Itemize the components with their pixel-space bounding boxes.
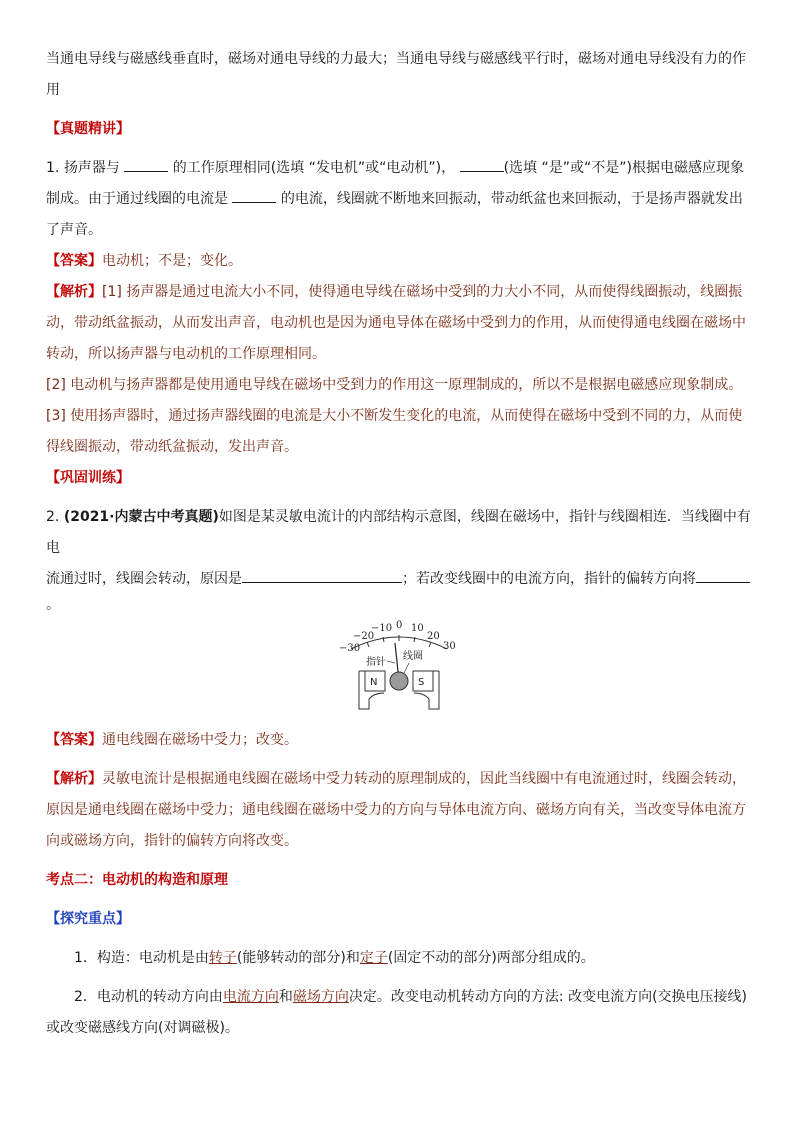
point-1 (46, 943, 751, 974)
answer-blank (232, 186, 276, 203)
galvanometer-diagram (329, 619, 469, 719)
question-1-line-2 (46, 184, 751, 215)
answer-blank (460, 155, 504, 172)
galvanometer-figure (46, 619, 751, 719)
question-text: (选填 “是”或“不是”)根据电磁感应现象 (503, 160, 744, 176)
question-text: ；若改变线圈中的电流方向，指针的偏转方向将 (402, 571, 696, 587)
question-text: 流通过时，线圈会转动，原因是 (46, 571, 242, 587)
analysis-1-line-4: [2] 电动机与扬声器都是使用通电导线在磁场中受到力的作用这一原理制成的，所以不是根据电磁感应现象制成。 (46, 377, 743, 393)
question-text: 制成。由于通过线圈的电流是 (46, 191, 228, 207)
scale-tick-label: −30 (338, 643, 360, 654)
analysis-1-line-6: 得线圈振动，带动纸盆振动，发出声音。 (46, 439, 298, 455)
underlined-term-stator: 定子 (359, 950, 388, 966)
point-number: 1． (74, 950, 97, 966)
document-page (46, 44, 751, 1044)
point-text: 电动机的转动方向由 (96, 989, 223, 1005)
point-text: 决定。改变电动机转动方向的方法: 改变电流方向(交换电压接线) (348, 989, 748, 1005)
answer-blank (242, 566, 402, 583)
analysis-1-line-5: [3] 使用扬声器时，通过扬声器线圈的电流是大小不断发生变化的电流，从而使得在磁场中受到不同的力，从而使 (46, 408, 743, 424)
question-source: (2021·内蒙古中考真题) (63, 509, 219, 525)
intro-line-2: 用 (46, 82, 60, 98)
question-number: 1. (46, 160, 60, 176)
underlined-term-field-direction: 磁场方向 (292, 989, 349, 1005)
answer-blank (124, 155, 168, 172)
answer-blank (696, 566, 750, 583)
scale-tick-label: −10 (370, 623, 392, 634)
question-text: 如图是某灵敏电流计的内部结构示意图，线圈在磁场中，指针与线圈相连．当线圈中有电 (46, 509, 751, 556)
question-text: 的电流，线圈就不断地来回振动，带动纸盆也来回振动，于是扬声器就发出 (280, 191, 743, 207)
analysis-text: 灵敏电流计是根据通电线圈在磁场中受力转动的原理制成的，因此当线圈中有电流通过时，线圈会转动， (102, 771, 746, 787)
point-2-line-1 (46, 982, 751, 1013)
kaodian-heading: 考点二：电动机的构造和原理 (46, 872, 228, 888)
question-1-line-3: 了声音。 (46, 222, 102, 238)
analysis-1-line-3: 转动，所以扬声器与电动机的工作原理相同。 (46, 346, 326, 362)
answer-text: 电动机；不是；变化。 (102, 253, 242, 269)
point-2-line-2: 或改变磁感线方向(对调磁极)。 (46, 1020, 239, 1036)
point-text: 构造：电动机是由 (96, 950, 209, 966)
point-text: (固定不动的部分)两部分组成的。 (387, 950, 595, 966)
question-number: 2. (46, 509, 60, 525)
answer-1 (46, 246, 751, 277)
analysis-1-line-2: 动，带动纸盆振动，从而发出声音，电动机也是因为通电导体在磁场中受到力的作用，从而使得通电线圈在磁场中 (46, 315, 746, 331)
underlined-term-current-direction: 电流方向 (222, 989, 279, 1005)
analysis-2-line-1 (46, 764, 751, 795)
intro-line-1: 当通电导线与磁感线垂直时，磁场对通电导线的力最大；当通电导线与磁感线平行时，磁场对通电导线没有力的作 (46, 51, 746, 67)
south-pole-label: S (417, 677, 424, 688)
answer-text: 通电线圈在磁场中受力；改变。 (102, 732, 298, 748)
question-2-line-3: 。 (46, 597, 60, 613)
question-2-line-1 (46, 502, 751, 564)
point-text: (能够转动的部分)和 (236, 950, 360, 966)
answer-2 (46, 725, 751, 756)
question-1-line-1 (46, 153, 751, 184)
scale-tick-label: 30 (442, 641, 456, 652)
answer-label: 【答案】 (46, 253, 102, 269)
point-text: 和 (278, 989, 293, 1005)
pointer-label: 指针 (365, 657, 386, 668)
analysis-1-line-1 (46, 277, 751, 308)
section-heading-zhenti: 【真题精讲】 (46, 121, 130, 137)
question-2-line-2 (46, 564, 751, 595)
analysis-label: 【解析】 (46, 284, 102, 300)
analysis-label: 【解析】 (46, 771, 102, 787)
analysis-2-line-3: 向或磁场方向，指针的偏转方向将改变。 (46, 833, 298, 849)
analysis-2-line-2: 原因是通电线圈在磁场中受力；通电线圈在磁场中受力的方向与导体电流方向、磁场方向有关，当改变导体电流方 (46, 802, 746, 818)
scale-tick-label: 20 (426, 631, 440, 642)
coil-label: 线圈 (402, 651, 423, 662)
scale-tick-label: −20 (352, 631, 374, 642)
point-number: 2． (74, 989, 97, 1005)
section-heading-tanjiu: 【探究重点】 (46, 911, 130, 927)
scale-tick-label: 10 (410, 623, 424, 634)
question-text: 扬声器与 (63, 160, 120, 176)
answer-label: 【答案】 (46, 732, 102, 748)
section-heading-gonggu: 【巩固训练】 (46, 470, 130, 486)
analysis-text: [1] 扬声器是通过电流大小不同，使得通电导线在磁场中受到的力大小不同，从而使得线圈振动，线圈振 (102, 284, 743, 300)
question-text: 的工作原理相同(选填 “发电机”或“电动机”)， (172, 160, 456, 176)
underlined-term-rotor: 转子 (208, 950, 237, 966)
scale-tick-label: 0 (395, 620, 402, 631)
coil-drum (390, 672, 408, 690)
north-pole-label: N (369, 677, 377, 688)
